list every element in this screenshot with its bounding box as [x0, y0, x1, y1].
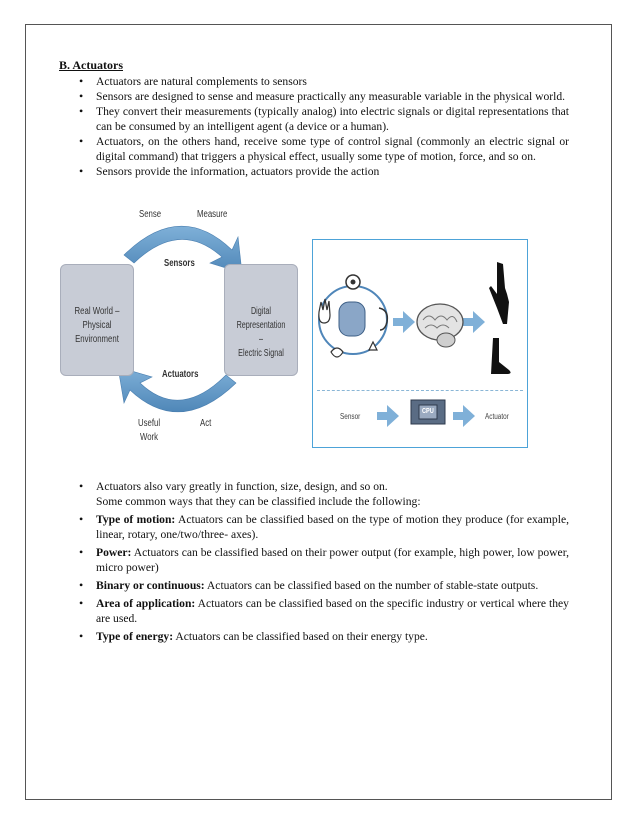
actuators-label: Actuators [162, 369, 199, 380]
diagram-divider [317, 390, 523, 391]
actuator-hand-icon [489, 262, 509, 324]
actuator-foot-icon [491, 338, 511, 374]
desc-type-of-energy: Actuators can be classified based on their energy type. [173, 630, 428, 643]
bullet-item: • Actuators, on the others hand, receive some type of control signal (commonly an electric signal or digital command) that triggers a physical effect, usually some type of motion, force, and so on. [79, 134, 569, 164]
desc-binary-or-continuous: Actuators can be classified based on the number of stable-state outputs. [204, 579, 539, 592]
bullet-power [79, 545, 569, 575]
act-label: Act [200, 418, 212, 429]
bullet-type-of-energy [79, 629, 569, 644]
bullet-item: • Actuators also vary greatly in function, size, design, and so on. [79, 479, 569, 494]
bullet-item: • They convert their measurements (typically analog) into electric signals or digital representations that can be consumed by an intelligent agent (a device or a human). [79, 104, 569, 134]
bullet-item: • Sensors are designed to sense and measure practically any measurable variable in the physical world. [79, 89, 569, 104]
measure-label: Measure [197, 209, 228, 220]
arrow-sensor-to-cpu [377, 405, 399, 427]
arrow-to-brain [393, 311, 415, 333]
tongue-icon [331, 348, 343, 357]
sensor-actuator-loop-diagram [60, 205, 308, 450]
work-label: Work [140, 432, 159, 443]
real-world-label-line1: Real World – [74, 306, 120, 317]
bullet-type-of-motion [79, 512, 569, 542]
sense-label: Sense [139, 209, 162, 220]
real-world-box [60, 264, 134, 376]
desc-area-of-application: Actuators can be classified based on the specific industry or vertical where they are used. [96, 597, 569, 625]
bullet-area-of-application [79, 596, 569, 626]
desc-type-of-motion: Actuators can be classified based on the type of motion they produce (for example, linear, rotary, one/two/three- axes). [96, 513, 569, 541]
arrow-to-limbs [463, 311, 485, 333]
top-bullet-list [79, 74, 569, 179]
section-heading: B. Actuators [59, 58, 123, 72]
head-icon [339, 302, 365, 336]
term-binary-or-continuous: Binary or continuous: [96, 579, 205, 592]
cpu-label: CPU [422, 408, 434, 415]
bullet-continuation: Some common ways that they can be classified include the following: [96, 495, 421, 508]
bullet-item: • Sensors provide the information, actuators provide the action [79, 164, 569, 179]
sensors-label: Sensors [164, 258, 195, 269]
bottom-bullet-list [79, 479, 569, 647]
actuator-label: Actuator [485, 412, 509, 421]
digital-label-line1: Digital Representation – [236, 306, 286, 345]
term-power: Power: [96, 546, 132, 559]
hand-icon [319, 299, 330, 323]
term-type-of-energy: Type of energy: [96, 630, 174, 643]
human-sensor-actuator-diagram [312, 239, 528, 448]
sensor-label: Sensor [340, 412, 361, 421]
bullet-item: • Actuators are natural complements to sensors [79, 74, 569, 89]
term-area-of-application: Area of application: [96, 597, 196, 610]
term-type-of-motion: Type of motion: [96, 513, 176, 526]
bullet-binary-or-continuous [79, 578, 569, 593]
useful-label: Useful [138, 418, 161, 429]
digital-label-line2: Electric Signal [238, 348, 284, 359]
digital-representation-box [224, 264, 298, 376]
desc-power: Actuators can be classified based on their power output (for example, high power, low power, micro power) [96, 546, 569, 574]
arrow-cpu-to-actuator [453, 405, 475, 427]
real-world-label-line2: Physical Environment [75, 320, 119, 345]
